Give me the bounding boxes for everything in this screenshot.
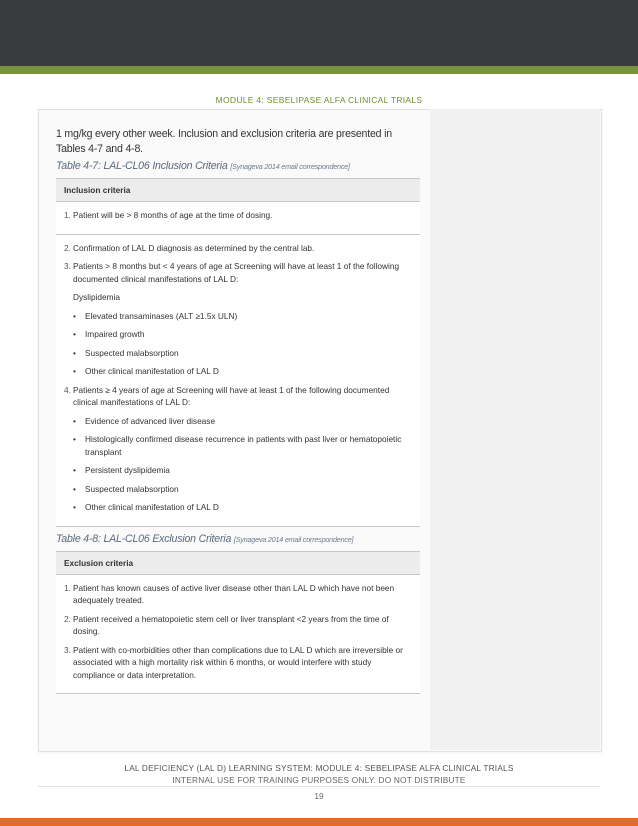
- item-number: 4.: [64, 384, 71, 395]
- footer-divider: [38, 786, 600, 787]
- table-caption-source: [Synageva 2014 email correspondence]: [233, 534, 354, 544]
- criteria-item: [64, 613, 412, 638]
- item-text: Patient with co-morbidities other than complications due to LAL D which are irreversible or associated with a high mortality risk within 6 months, or would interfere with study compliance or data interpretation.: [73, 644, 403, 680]
- bullet-item: [73, 464, 412, 477]
- table-body-cell: [56, 574, 420, 694]
- intro-paragraph: 1 mg/kg every other week. Inclusion and exclusion criteria are presented in Tables 4-7 and 4-8.: [56, 128, 392, 155]
- bullet-item: [73, 415, 412, 428]
- table-body-cell: [56, 202, 420, 235]
- table-header: Exclusion criteria: [56, 551, 420, 574]
- table-4-8-caption: [56, 533, 420, 545]
- item-number: 3.: [64, 644, 71, 655]
- criteria-item: [64, 209, 412, 222]
- bullet-text: Evidence of advanced liver disease: [85, 415, 216, 426]
- item-text: Patient has known causes of active liver disease other than LAL D which have not been adequately treated.: [73, 582, 395, 605]
- bullet-dot-icon: •: [73, 502, 76, 512]
- bullet-text: Other clinical manifestation of LAL D: [85, 366, 219, 376]
- criteria-item: [64, 582, 412, 607]
- table-caption-title: Table 4-7: LAL-CL06 Inclusion Criteria: [56, 160, 228, 172]
- bullet-dot-icon: •: [73, 415, 76, 426]
- bullet-dot-icon: •: [73, 366, 76, 376]
- criteria-item: [64, 242, 412, 255]
- criteria-item: [64, 260, 412, 285]
- top-dark-bar: [0, 0, 638, 66]
- bullet-item: [73, 365, 412, 378]
- bullet-text: Other clinical manifestation of LAL D: [85, 502, 219, 512]
- bullet-item: [73, 501, 412, 514]
- item-number: 2.: [64, 242, 71, 253]
- bottom-orange-stripe: [0, 818, 638, 826]
- item-text: Patients > 8 months but < 4 years of age at Screening will have at least 1 of the following documented clinical manifestations of LAL D:: [73, 261, 400, 284]
- sub-heading-dyslipidemia: Dyslipidemia: [73, 292, 121, 302]
- module-title: MODULE 4: SEBELIPASE ALFA CLINICAL TRIALS: [215, 95, 423, 105]
- footer-notice: INTERNAL USE FOR TRAINING PURPOSES ONLY. DO NOT DISTRIBUTE: [172, 775, 466, 785]
- page-number: 19: [314, 791, 324, 801]
- item-number: 3.: [64, 261, 71, 271]
- bullet-text: Elevated transaminases (ALT ≥1.5x ULN): [85, 310, 238, 321]
- table-4-7-caption: [56, 160, 420, 172]
- bullet-dot-icon: •: [73, 434, 76, 444]
- item-text: Patients ≥ 4 years of age at Screening will have at least 1 of the following documented clinical manifestations of LAL D:: [73, 384, 390, 407]
- bullet-dot-icon: •: [73, 329, 76, 339]
- criteria-item: [64, 384, 412, 409]
- bullet-text: Suspected malabsorption: [85, 483, 179, 494]
- table-caption-title: Table 4-8: LAL-CL06 Exclusion Criteria: [56, 532, 232, 545]
- item-text: Patient will be > 8 months of age at the time of dosing.: [73, 210, 273, 220]
- table-body-cell: [56, 234, 420, 526]
- inclusion-criteria-table: [56, 178, 420, 527]
- bullet-text: Suspected malabsorption: [85, 347, 179, 358]
- bullet-text: Histologically confirmed disease recurrence in patients with past liver or hematopoietic transplant: [85, 434, 402, 457]
- item-text: Patient received a hematopoietic stem cell or liver transplant <2 years from the time of dosing.: [73, 613, 389, 636]
- bullet-dot-icon: •: [73, 310, 76, 321]
- bullet-item: [73, 347, 412, 360]
- table-caption-source: [Synageva 2014 email correspondence]: [230, 162, 350, 171]
- table-header: Inclusion criteria: [56, 179, 420, 202]
- bullet-dot-icon: •: [73, 347, 76, 358]
- item-number: 1.: [64, 582, 71, 593]
- criteria-item: [64, 644, 412, 682]
- bullet-text: Persistent dyslipidemia: [85, 465, 170, 475]
- item-number: 2.: [64, 613, 71, 624]
- main-content: [56, 127, 420, 694]
- top-green-stripe: [0, 66, 638, 74]
- bullet-item: [73, 328, 412, 341]
- bullet-item: [73, 433, 412, 458]
- bullet-text: Impaired growth: [85, 329, 145, 339]
- footer-title: LAL DEFICIENCY (LAL D) LEARNING SYSTEM: MODULE 4: SEBELIPASE ALFA CLINICAL TRIALS: [124, 763, 514, 773]
- bullet-dot-icon: •: [73, 483, 76, 494]
- item-text: Confirmation of LAL D diagnosis as determined by the central lab.: [73, 242, 315, 253]
- bullet-dot-icon: •: [73, 465, 76, 475]
- bullet-item: [73, 483, 412, 496]
- exclusion-criteria-table: [56, 551, 420, 695]
- right-sidebar-panel: [430, 109, 600, 750]
- bullet-item: [73, 310, 412, 323]
- item-number: 1.: [64, 210, 71, 220]
